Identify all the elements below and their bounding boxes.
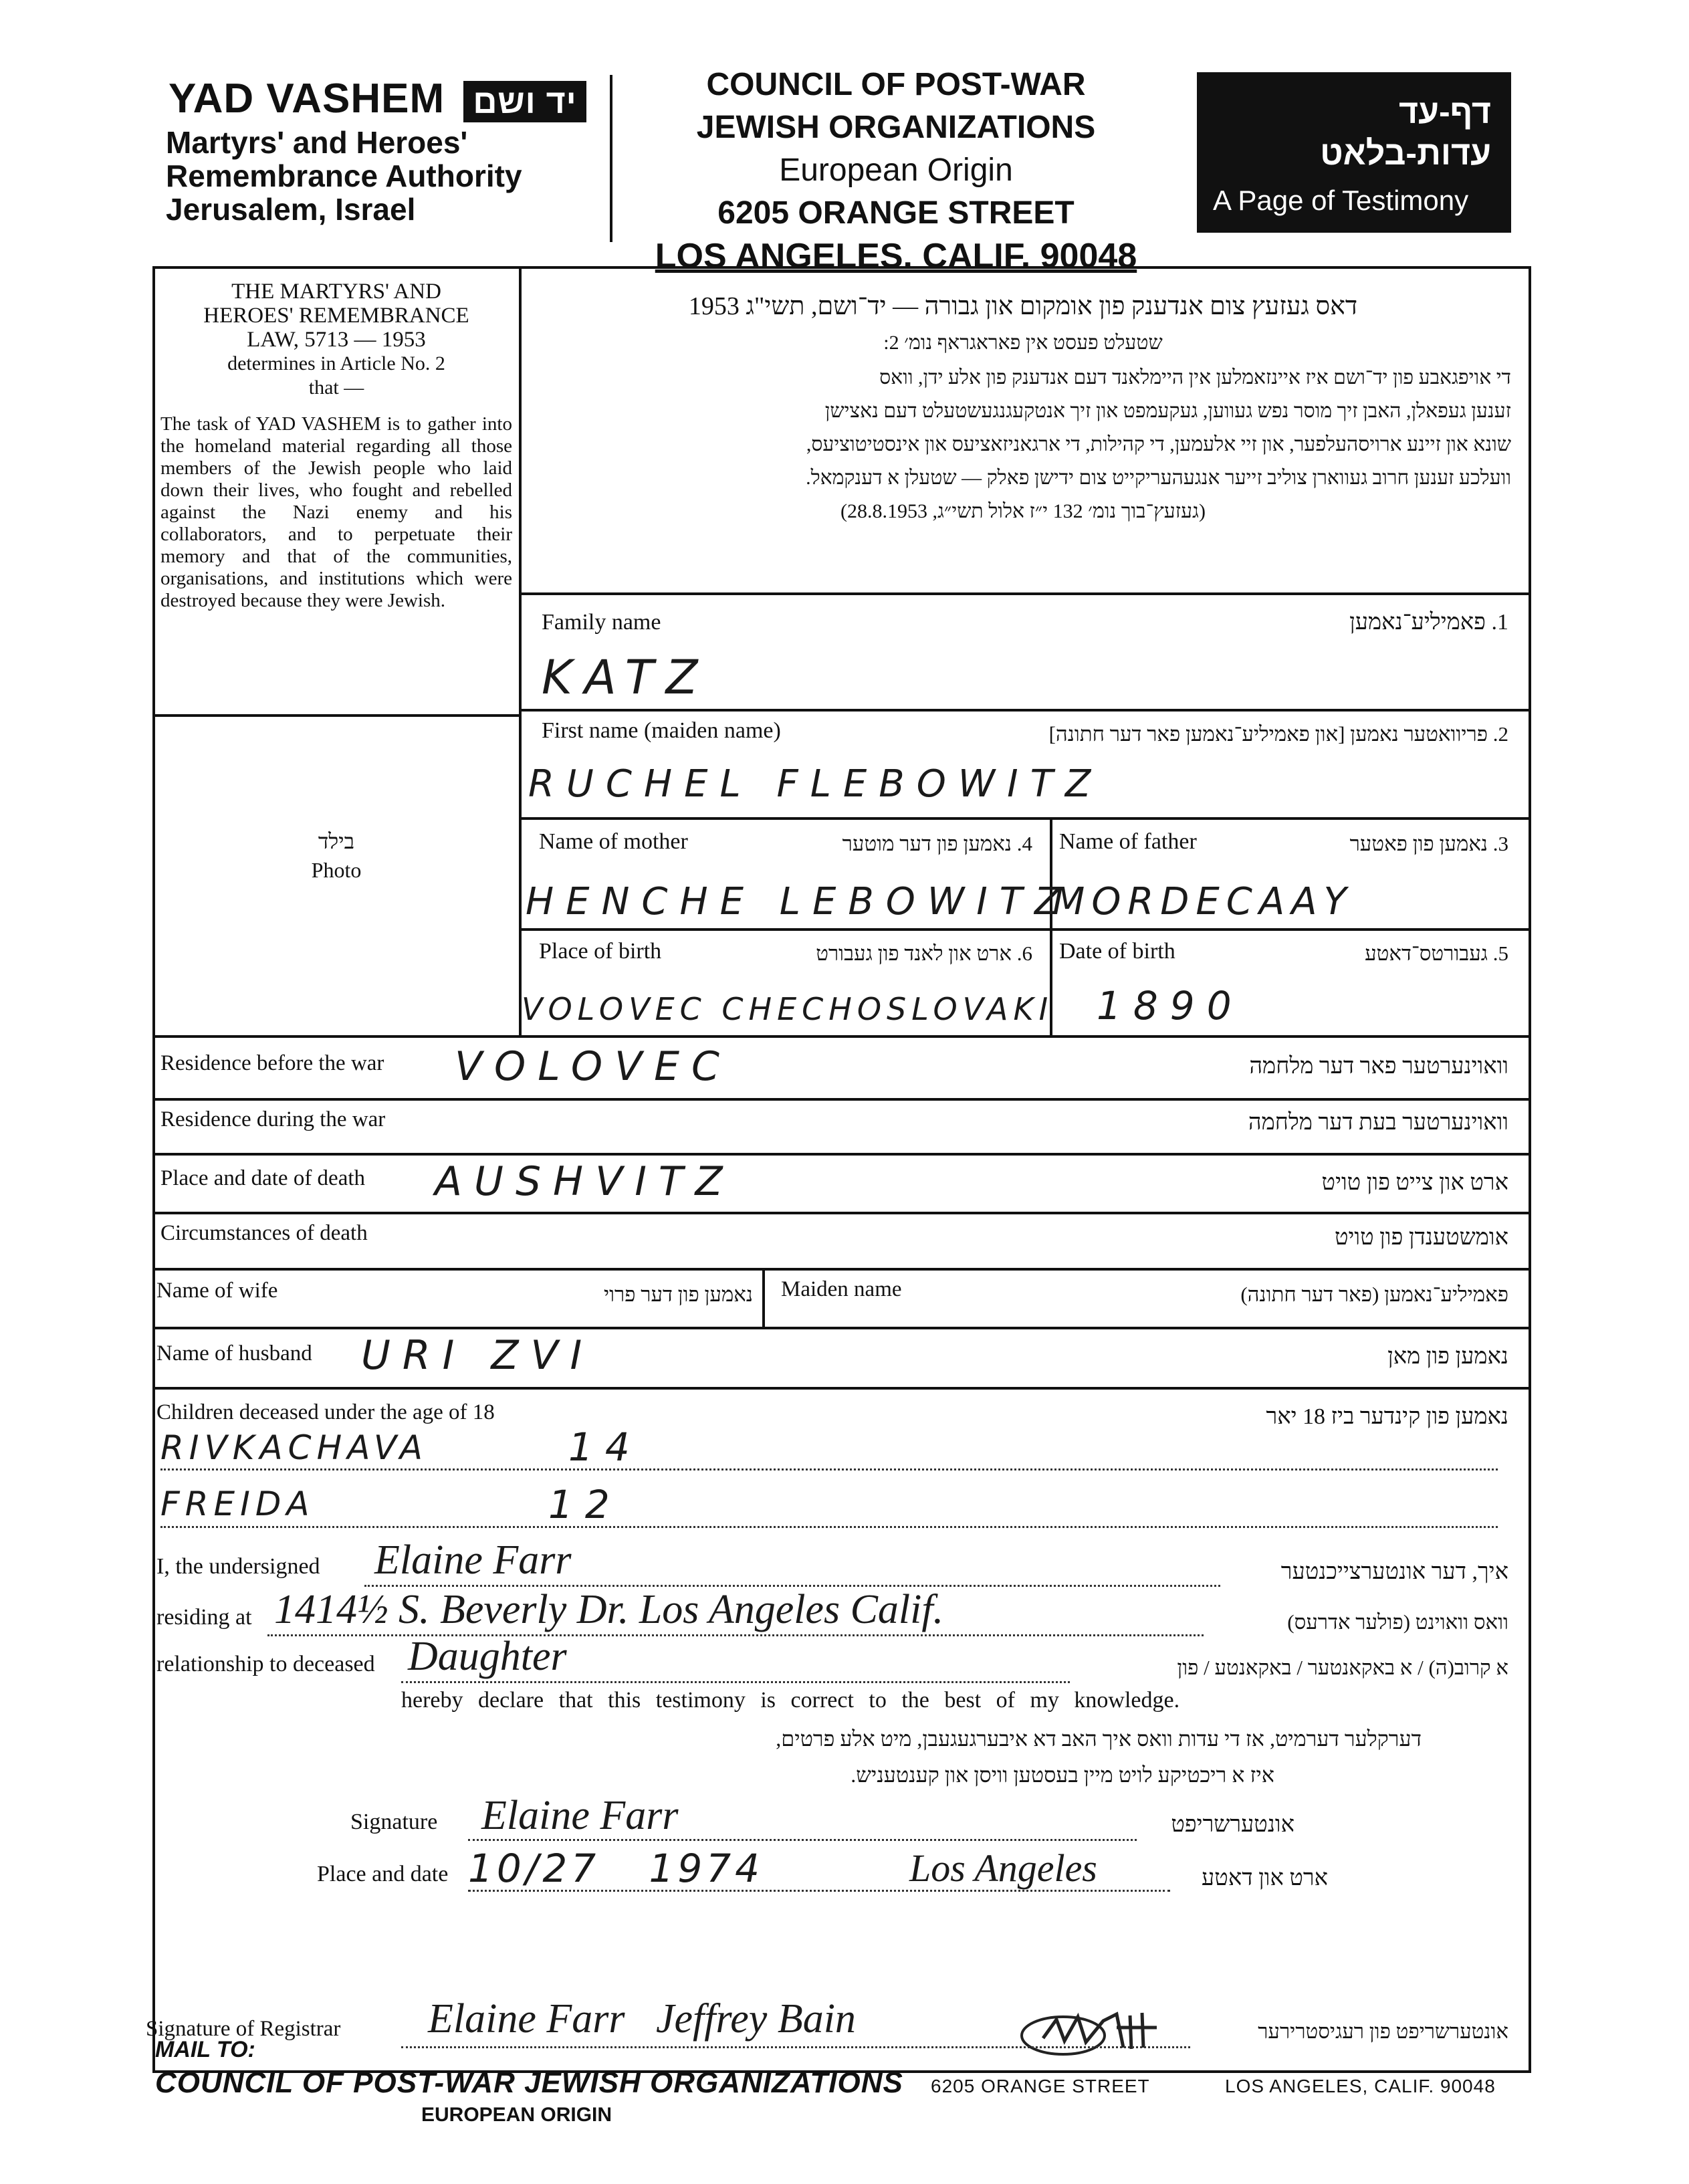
mother-value[interactable]: HENCHE LEBOWITZ [526, 880, 1073, 923]
child-2-name[interactable]: FREIDA [160, 1485, 315, 1523]
residence-before-bottom [152, 1098, 1531, 1101]
maiden-name-hebrew: פאמיליע־נאמען (פאר דער חתונה) [1240, 1283, 1508, 1306]
father-value[interactable]: MORDECAAY [1052, 880, 1353, 923]
authority-line-2: Remembrance Authority [166, 158, 522, 193]
yiddish-law-line-3: שונא און זיינע ארויסהעלפער, און זיי אלעמען, די קהילות, די ארגאניזאציעס און אינסטיטוציעס, [806, 433, 1511, 455]
place-date-value[interactable]: 10/27 1974 [468, 1846, 764, 1891]
residence-during-label: Residence during the war [160, 1107, 386, 1131]
first-name-value[interactable]: RUCHEL FLEBOWITZ [528, 762, 1103, 806]
declaration-hebrew-1: דערקלער דערמיט, אז די עדות וואס איך האב דא איבערגעגעבן, מיט אלע פרטים, [776, 1727, 1422, 1751]
registrar-line [401, 2046, 1190, 2048]
mother-hebrew: 4. נאמען פון דער מוטער [842, 832, 1032, 855]
law-box-bottom [152, 714, 520, 717]
death-place-bottom [152, 1212, 1531, 1214]
child-2-line [160, 1526, 1498, 1528]
children-hebrew: נאמען פון קינדער ביז 18 יאר [1266, 1404, 1508, 1429]
date-of-birth-value[interactable]: 1890 [1097, 983, 1244, 1028]
residence-during-hebrew: וואוינערטער בעת דער מלחמה [1248, 1110, 1508, 1135]
authority-line-3: Jerusalem, Israel [166, 192, 416, 227]
wife-maiden-divider [762, 1268, 765, 1328]
relationship-value[interactable]: Daughter [408, 1634, 567, 1679]
yad-vashem-logo [168, 75, 586, 122]
husband-hebrew: נאמען פון מאן [1387, 1344, 1508, 1369]
death-place-label: Place and date of death [160, 1166, 366, 1190]
husband-bottom [152, 1387, 1531, 1390]
yiddish-law-line-4: וועלכע זענען חרוב געווארן צוליב זייער אנגעהעריקייט צום ידישן פאלק — שטעלן א דענקמאל. [806, 467, 1511, 489]
law-title-4: determines in Article No. 2 [227, 352, 445, 374]
maiden-name-label: Maiden name [781, 1277, 902, 1301]
child-2-age[interactable]: 12 [548, 1482, 622, 1527]
law-title-2: HEROES' REMEMBRANCE [203, 304, 469, 328]
child-1-line [160, 1468, 1498, 1470]
father-hebrew: 3. נאמען פון פאטער [1349, 832, 1508, 855]
family-name-value[interactable]: KATZ [542, 650, 710, 705]
registrar-stamp-icon [1016, 2001, 1163, 2064]
residing-value[interactable]: 1414½ S. Beverly Dr. Los Angeles Calif. [274, 1587, 944, 1632]
residing-hebrew: וואס וואוינט (פולער אדרעס) [1287, 1610, 1508, 1634]
mother-father-bottom [519, 928, 1531, 931]
registrar-value[interactable]: Elaine Farr Jeffrey Bain [428, 1996, 856, 2042]
authority-block [166, 126, 522, 226]
death-circumstances-hebrew: אומשטענדן פון טויט [1334, 1225, 1508, 1250]
header-divider [610, 75, 612, 242]
place-of-birth-hebrew: 6. ארט און לאנד פון געבורט [816, 942, 1032, 965]
law-title-5: that — [308, 376, 364, 399]
photo-area [154, 829, 519, 883]
registrar-hebrew: אונטערשריפט פון רעגיסטרירער [1258, 2019, 1508, 2043]
child-1-name[interactable]: RIVKACHAVA [160, 1428, 428, 1467]
father-label: Name of father [1059, 829, 1197, 854]
husband-value[interactable]: URI ZVI [361, 1332, 594, 1379]
council-line-5: LOS ANGELES. CALIF. 90048 [655, 237, 1137, 276]
law-body: The task of YAD VASHEM is to gather into the homeland material regarding all those members of the Jewish people who laid down their lives, who fought and rebelled against the Nazi enemy and his collaborators, and to perpetuate their memory and that of the communities, organisations, and institutions which were destroyed because they were Jewish. [160, 413, 512, 611]
registrar-label: Signature of Registrar [146, 2017, 341, 2041]
residence-before-value[interactable]: VOLOVEC [455, 1043, 731, 1090]
authority-line-1: Martyrs' and Heroes' [166, 125, 468, 160]
mail-to: MAIL TO: [155, 2037, 255, 2062]
yiddish-law-line-1: די אויפגאבע פון יד־ושם איז איינזאמלען אין היימלאנד דעם אנדענק פון אלע ידן, וואס [879, 366, 1511, 389]
yad-vashem-title: YAD VASHEM [168, 76, 445, 122]
law-title-3: LAW, 5713 — 1953 [247, 328, 426, 352]
box-english: A Page of Testimony [1213, 185, 1469, 216]
undersigned-value[interactable]: Elaine Farr [374, 1537, 572, 1583]
death-place-value[interactable]: AUSHVITZ [435, 1158, 735, 1205]
place-date-label: Place and date [317, 1862, 449, 1886]
signature-line [468, 1839, 1137, 1841]
footer-address: 6205 ORANGE STREET [931, 2076, 1150, 2096]
yiddish-law [535, 288, 1511, 528]
yiddish-law-line-2: זענען געפאלן, האבן זיך מוסר נפש געווען, געקעמפט און זיך אנטקעגנגעשטעלט דעם נאצישן [824, 400, 1511, 422]
yiddish-law-title: דאס געזעץ צום אנדענק פון אומקום און גבורה — יד־ושם, תשי"ג 1953 [688, 292, 1358, 320]
relationship-hebrew: א קרוב(ה) / א באקאנטער / באקאנטע / פון [1177, 1656, 1508, 1679]
footer-city: LOS ANGELES, CALIF. 90048 [1225, 2076, 1496, 2096]
mother-label: Name of mother [539, 829, 688, 854]
wife-label: Name of wife [156, 1279, 278, 1303]
relationship-line [401, 1681, 1070, 1683]
relationship-label: relationship to deceased [156, 1652, 375, 1676]
family-name-label: Family name [542, 610, 661, 635]
residing-label: residing at [156, 1605, 252, 1630]
council-line-2: JEWISH ORGANIZATIONS [696, 110, 1096, 145]
wife-hebrew: נאמען פון דער פרוי [603, 1283, 753, 1306]
box-hebrew-2: עדות-בלאט [1320, 134, 1491, 172]
yad-vashem-hebrew-badge: יד ושם [463, 81, 586, 122]
residence-before-label: Residence before the war [160, 1051, 384, 1075]
footer-org: COUNCIL OF POST-WAR JEWISH ORGANIZATIONS [155, 2066, 903, 2099]
family-name-hebrew: 1. פאמיליע־נאמען [1349, 610, 1508, 635]
residence-during-bottom [152, 1153, 1531, 1156]
signature-value[interactable]: Elaine Farr [481, 1793, 679, 1838]
photo-label: Photo [311, 858, 362, 882]
residence-before-hebrew: וואוינערטער פאר דער מלחמה [1249, 1054, 1508, 1079]
first-name-hebrew: 2. פריוואטער נאמען [און פאמיליע־נאמען פאר דער חתונה] [1048, 722, 1508, 746]
birth-row-bottom [152, 1035, 1531, 1038]
undersigned-hebrew: איך, דער אונטערצייכנטער [1280, 1559, 1508, 1584]
children-label: Children deceased under the age of 18 [156, 1400, 495, 1424]
place-value[interactable]: Los Angeles [909, 1846, 1097, 1890]
signature-hebrew: אונטערשריפט [1171, 1812, 1294, 1837]
place-of-birth-label: Place of birth [539, 939, 662, 964]
husband-label: Name of husband [156, 1341, 312, 1366]
law-box [160, 280, 512, 612]
yiddish-law-line-5: (געזעץ־בוך נומ׳ 132 י״ז אלול תשי״ג, 28.8.1953) [840, 500, 1206, 522]
place-date-hebrew: ארט און דאטע [1202, 1866, 1328, 1890]
first-name-bottom [519, 817, 1531, 820]
signature-label: Signature [350, 1810, 438, 1834]
date-of-birth-label: Date of birth [1059, 939, 1175, 964]
first-name-label: First name (maiden name) [542, 718, 781, 743]
council-block [629, 64, 1163, 278]
yiddish-law-subtitle: שטעלט פעסט אין פאראגראף נומ׳ 2: [883, 332, 1163, 354]
law-title-1: THE MARTYRS' AND [231, 280, 441, 304]
council-line-3: European Origin [779, 152, 1013, 188]
date-of-birth-hebrew: 5. געבורטס־דאטע [1365, 942, 1508, 965]
death-circumstances-bottom [152, 1268, 1531, 1271]
family-name-bottom [519, 709, 1531, 712]
child-1-age[interactable]: 14 [568, 1424, 642, 1470]
council-line-1: COUNCIL OF POST-WAR [706, 67, 1086, 102]
left-column-divider [519, 266, 522, 1035]
yiddish-law-bottom [519, 592, 1531, 595]
photo-label-hebrew: בילד [318, 829, 355, 853]
declaration-hebrew-2: איז א ריכטיקע לויט מיין בעסטען וויסן און קענטעניש. [851, 1763, 1274, 1787]
box-hebrew-1: דף-עד [1398, 93, 1491, 130]
place-of-birth-value[interactable]: VOLOVEC CHECHOSLOVAKI [522, 991, 1054, 1027]
council-line-4: 6205 ORANGE STREET [717, 195, 1075, 231]
place-date-line [468, 1890, 1170, 1892]
page-of-testimony-box [1197, 72, 1511, 233]
death-place-hebrew: ארט און צייט פון טויט [1321, 1170, 1508, 1195]
undersigned-label: I, the undersigned [156, 1554, 320, 1579]
declaration-english: hereby declare that this testimony is correct to the best of my knowledge. [401, 1688, 1180, 1713]
death-circumstances-label: Circumstances of death [160, 1221, 368, 1245]
wife-maiden-bottom [152, 1327, 1531, 1329]
footer-origin: EUROPEAN ORIGIN [421, 2104, 612, 2126]
